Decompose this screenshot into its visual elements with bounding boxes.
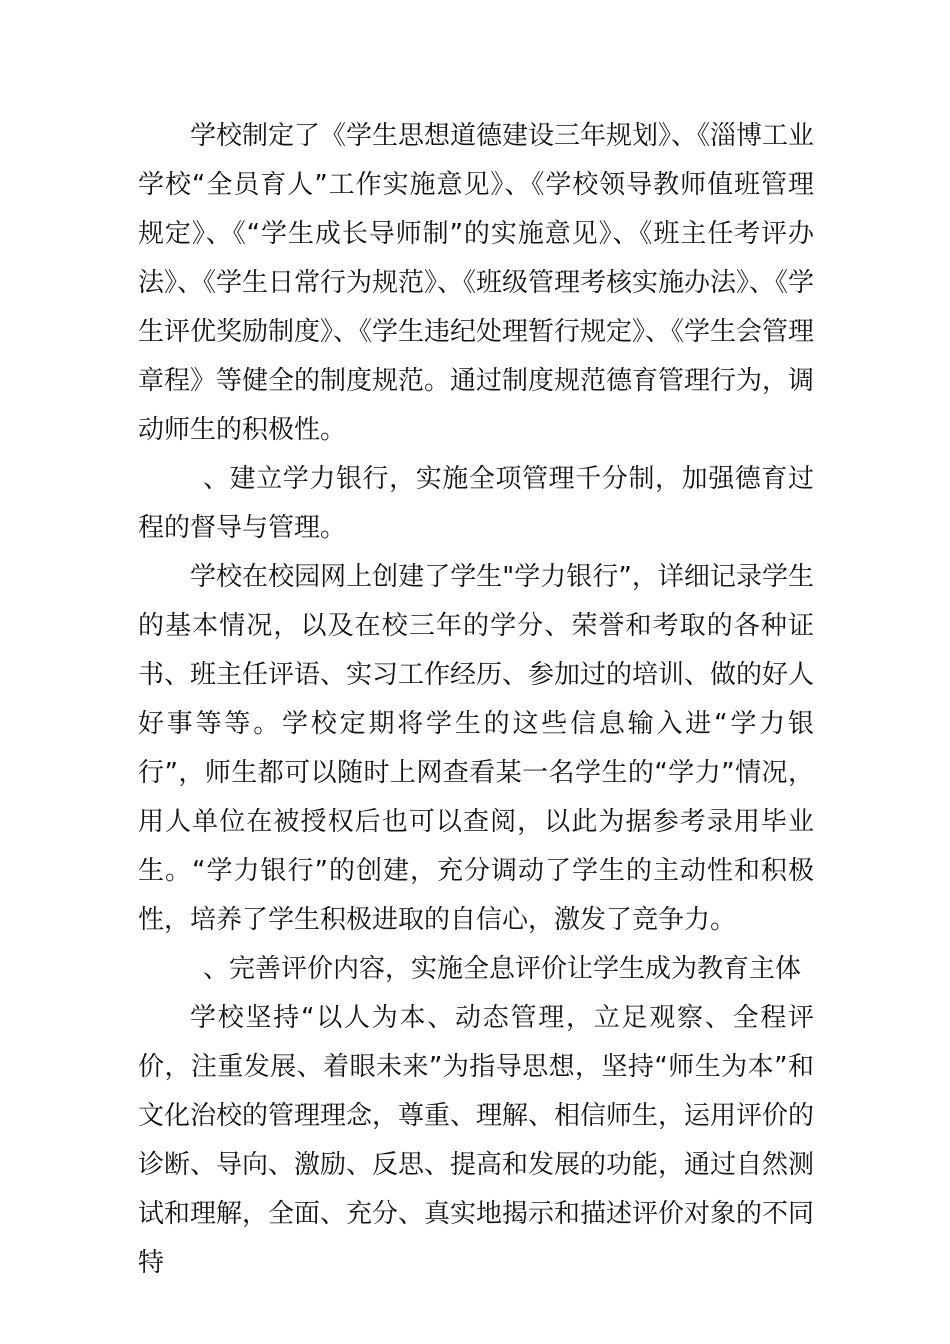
heading-learning-bank: 、建立学力银行，实施全项管理千分制，加强德育过程的督导与管理。	[138, 464, 814, 543]
paragraph-learning-bank: 学校在校园网上创建了学生"学力银行”，详细记录学生的基本情况，以及在校三年的学分、荣誉和考取的各种证书、班主任评语、实习工作经历、参加过的培训、做的好人好事等等。学校定期将学生的这些信息输入进“学力银行”，师生都可以随时上网查看某一名学生的“学力”情况，用人单位在被授权后也可以查阅，以此为据参考录用毕业生。“学力银行”的创建，充分调动了学生的主动性和积极性，培养了学生积极进取的自信心，激发了竞争力。	[138, 562, 815, 935]
document-page	[138, 112, 814, 1288]
paragraph-evaluation: 学校坚持“以人为本、动态管理，立足观察、全程评价，注重发展、着眼未来”为指导思想，坚持“师生为本”和文化治校的管理理念，尊重、理解、相信师生，运用评价的诊断、导向、激励、反思、提高和发展的功能，通过自然测试和理解，全面、充分、真实地揭示和描述评价对象的不同特	[138, 1003, 815, 1278]
heading-evaluation: 、完善评价内容，实施全息评价让学生成为教育主体	[203, 954, 802, 984]
paragraph-regulations: 学校制定了《学生思想道德建设三年规划》、《淄博工业学校“全员育人”工作实施意见》、《学校领导教师值班管理规定》、《“学生成长导师制”的实施意见》、《班主任考评办法》、《学生日常行为规范》、《班级管理考核实施办法》、《学生评优奖励制度》、《学生违纪处理暂行规定》、《学生会管理章程》等健全的制度规范。通过制度规范德育管理行为，调动师生的积极性。	[138, 121, 815, 445]
